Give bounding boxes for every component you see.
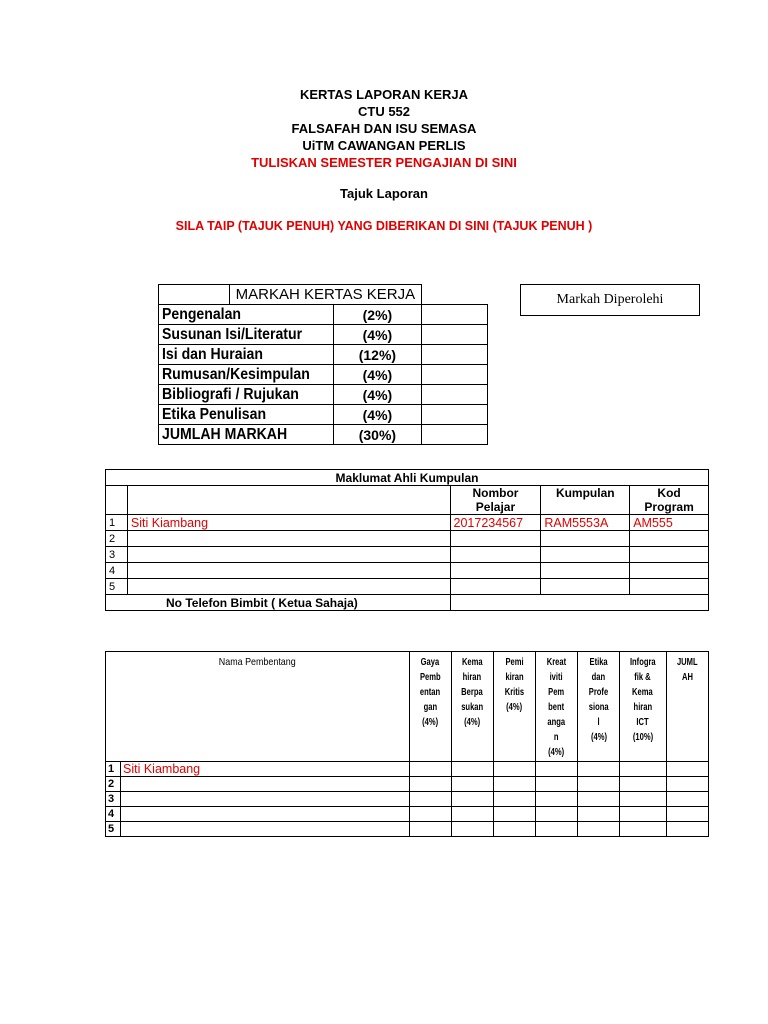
pembentang-row-name[interactable] (121, 822, 410, 837)
pembentang-row (106, 777, 709, 792)
score-cell[interactable] (536, 807, 578, 822)
markah-score-cell[interactable] (421, 325, 487, 345)
ahli-row-name[interactable] (127, 563, 450, 579)
score-cell[interactable] (578, 822, 620, 837)
header-line-course-code: CTU 552 (357, 104, 411, 119)
header-word: bent (548, 701, 565, 713)
ahli-row-name[interactable] (127, 547, 450, 563)
score-cell[interactable] (667, 777, 709, 792)
score-cell[interactable] (620, 822, 667, 837)
score-cell[interactable] (620, 807, 667, 822)
score-cell[interactable] (494, 762, 536, 777)
header-word: anga (547, 716, 566, 728)
score-cell[interactable] (410, 822, 452, 837)
header-word: Profe (588, 686, 609, 698)
header-word: Etika (589, 656, 608, 668)
score-cell[interactable] (494, 792, 536, 807)
pembentang-header-gaya (410, 652, 452, 762)
markah-title-blank (159, 285, 230, 305)
markah-score-cell[interactable] (421, 405, 487, 425)
pembentang-row-name[interactable] (121, 807, 410, 822)
header-word: (4%) (590, 731, 607, 743)
ahli-row-no: 3 (106, 547, 128, 563)
ahli-row-nombor[interactable]: 2017234567 (450, 515, 541, 531)
pembentang-table (105, 651, 709, 837)
ahli-row-no: 1 (106, 515, 128, 531)
markah-label: Etika Penulisan (162, 405, 267, 423)
ahli-row-kod[interactable] (630, 563, 709, 579)
markah-label-cell (159, 345, 334, 365)
pembentang-row-no: 5 (106, 822, 121, 837)
ahli-title: Maklumat Ahli Kumpulan (106, 470, 709, 486)
ahli-row-nombor[interactable] (450, 579, 541, 595)
ahli-row (106, 563, 709, 579)
ahli-row-nombor[interactable] (450, 531, 541, 547)
ahli-row-no: 2 (106, 531, 128, 547)
score-cell[interactable] (452, 762, 494, 777)
score-cell[interactable] (452, 777, 494, 792)
ahli-row-kumpulan[interactable] (541, 579, 630, 595)
header-word: Pem (548, 686, 565, 698)
score-cell[interactable] (410, 762, 452, 777)
header-word: (10%) (632, 731, 654, 743)
header-word: Pemi (505, 656, 524, 668)
markah-label: Rumusan/Kesimpulan (162, 365, 310, 383)
header-word: sukan (461, 701, 484, 713)
pembentang-header-kreativiti (536, 652, 578, 762)
telefon-value[interactable] (450, 595, 708, 611)
score-cell[interactable] (667, 792, 709, 807)
markah-row (159, 305, 488, 325)
header-word: gan (423, 701, 438, 713)
score-cell[interactable] (536, 762, 578, 777)
header-word: AH (682, 671, 693, 683)
ahli-row-kod[interactable]: AM555 (630, 515, 709, 531)
score-cell[interactable] (620, 792, 667, 807)
markah-total-score-cell[interactable] (421, 425, 487, 445)
markah-label-cell (159, 365, 334, 385)
ahli-row-kumpulan[interactable]: RAM5553A (541, 515, 630, 531)
telefon-label: No Telefon Bimbit ( Ketua Sahaja) (106, 595, 451, 611)
score-cell[interactable] (578, 807, 620, 822)
semester-note: TULISKAN SEMESTER PENGAJIAN DI SINI (251, 155, 517, 170)
score-cell[interactable] (410, 792, 452, 807)
score-cell[interactable] (410, 807, 452, 822)
ahli-header-no (106, 486, 128, 515)
score-cell[interactable] (452, 792, 494, 807)
ahli-header-name (127, 486, 450, 515)
markah-pct: (4%) (334, 325, 422, 345)
ahli-row-kod[interactable] (630, 579, 709, 595)
pembentang-header-name (106, 652, 410, 762)
pembentang-row-no: 1 (106, 762, 121, 777)
ahli-row-kumpulan[interactable] (541, 547, 630, 563)
pembentang-row-name[interactable] (121, 792, 410, 807)
ahli-row-nombor[interactable] (450, 547, 541, 563)
pembentang-header-kemahiran (452, 652, 494, 762)
header-word: Pemb (420, 671, 441, 683)
score-cell[interactable] (578, 792, 620, 807)
score-cell[interactable] (494, 822, 536, 837)
markah-label: Isi dan Huraian (162, 345, 263, 363)
score-cell[interactable] (536, 777, 578, 792)
markah-label-cell (159, 305, 334, 325)
pembentang-row-no: 2 (106, 777, 121, 792)
markah-pct: (4%) (334, 405, 422, 425)
markah-row (159, 385, 488, 405)
score-cell[interactable] (494, 777, 536, 792)
pembentang-row (106, 762, 709, 777)
score-cell[interactable] (536, 822, 578, 837)
markah-label: Pengenalan (162, 305, 242, 323)
pembentang-row (106, 792, 709, 807)
ahli-header-nombor: Nombor Pelajar (450, 486, 541, 515)
markah-label: Bibliografi / Rujukan (162, 385, 299, 403)
ahli-row (106, 531, 709, 547)
markah-row (159, 345, 488, 365)
markah-pct: (4%) (334, 365, 422, 385)
ahli-row (106, 515, 709, 531)
header-word: (4%) (464, 716, 481, 728)
ahli-row-name[interactable] (127, 531, 450, 547)
markah-pct: (2%) (334, 305, 422, 325)
header-word: (4%) (506, 701, 523, 713)
ahli-row-nombor[interactable] (450, 563, 541, 579)
header-word: entan (420, 686, 441, 698)
header-word: l (597, 716, 600, 728)
pembentang-header-pemikiran (494, 652, 536, 762)
markah-label-cell (159, 425, 334, 445)
header-word: (4%) (548, 746, 565, 758)
pembentang-header-etika (578, 652, 620, 762)
ahli-row-no: 5 (106, 579, 128, 595)
header-word: siona (588, 701, 609, 713)
ahli-row-name[interactable] (127, 579, 450, 595)
header-word: Gaya (421, 656, 440, 668)
ahli-header-kumpulan: Kumpulan (541, 486, 630, 515)
header-word: (4%) (422, 716, 439, 728)
score-cell[interactable] (578, 777, 620, 792)
pembentang-header-name-text: Nama Pembentang (219, 656, 296, 668)
pembentang-row-name[interactable] (121, 777, 410, 792)
pembentang-row (106, 807, 709, 822)
score-cell[interactable] (410, 777, 452, 792)
pembentang-header-jumlah (667, 652, 709, 762)
ahli-row-kod[interactable] (630, 531, 709, 547)
ahli-row (106, 547, 709, 563)
markah-row (159, 365, 488, 385)
markah-label-cell (159, 405, 334, 425)
header-word: hiran (633, 701, 653, 713)
pembentang-header-infografik (620, 652, 667, 762)
header-word: fik & (634, 671, 652, 683)
ahli-row-kod[interactable] (630, 547, 709, 563)
tajuk-label: Tajuk Laporan (340, 186, 428, 201)
score-cell[interactable] (667, 807, 709, 822)
markah-score-cell[interactable] (421, 305, 487, 325)
header-line-campus: UiTM CAWANGAN PERLIS (302, 138, 466, 153)
markah-label-cell (159, 325, 334, 345)
ahli-row-kumpulan[interactable] (541, 531, 630, 547)
header-word: iviti (549, 671, 564, 683)
ahli-row-name[interactable]: Siti Kiambang (127, 515, 450, 531)
tajuk-instruction: SILA TAIP (TAJUK PENUH) YANG DIBERIKAN DI SINI (TAJUK PENUH ) (175, 219, 593, 233)
header-word: Berpa (461, 686, 484, 698)
score-cell[interactable] (452, 807, 494, 822)
markah-title: MARKAH KERTAS KERJA (230, 285, 422, 305)
score-cell[interactable] (620, 777, 667, 792)
score-cell[interactable] (536, 792, 578, 807)
markah-row (159, 325, 488, 345)
header-word: Infogra (630, 656, 656, 668)
score-cell[interactable] (667, 822, 709, 837)
ahli-header-kod: Kod Program (630, 486, 709, 515)
ahli-row-kumpulan[interactable] (541, 563, 630, 579)
header-word: Kreat (546, 656, 567, 668)
markah-pct: (4%) (334, 385, 422, 405)
markah-score-cell[interactable] (421, 365, 487, 385)
markah-score-cell[interactable] (421, 345, 487, 365)
pembentang-row-name[interactable]: Siti Kiambang (121, 762, 410, 777)
header-word: JUML (677, 656, 698, 668)
score-cell[interactable] (494, 807, 536, 822)
pembentang-row (106, 822, 709, 837)
markah-label: Susunan Isi/Literatur (162, 325, 303, 343)
header-line-title: KERTAS LAPORAN KERJA (299, 87, 469, 102)
markah-total-pct: (30%) (334, 425, 422, 445)
pembentang-row-no: 3 (106, 792, 121, 807)
header-word: Kema (632, 686, 654, 698)
header-line-course-name: FALSAFAH DAN ISU SEMASA (291, 121, 477, 136)
header-word: ICT (636, 716, 650, 728)
markah-score-cell[interactable] (421, 385, 487, 405)
ahli-kumpulan-table (105, 469, 709, 611)
markah-row (159, 405, 488, 425)
score-cell[interactable] (452, 822, 494, 837)
ahli-row (106, 579, 709, 595)
document-header (0, 86, 768, 171)
markah-pct: (12%) (334, 345, 422, 365)
score-cell[interactable] (620, 762, 667, 777)
ahli-row-no: 4 (106, 563, 128, 579)
header-word: kiran (505, 671, 524, 683)
markah-diperolehi-box[interactable]: Markah Diperolehi (520, 284, 700, 316)
header-word: Kema (462, 656, 483, 668)
markah-label-cell (159, 385, 334, 405)
pembentang-row-no: 4 (106, 807, 121, 822)
score-cell[interactable] (667, 762, 709, 777)
header-word: dan (591, 671, 606, 683)
header-word: Kritis (504, 686, 525, 698)
header-word: hiran (463, 671, 482, 683)
markah-total-label: JUMLAH MARKAH (162, 425, 288, 443)
markah-table (158, 284, 488, 445)
score-cell[interactable] (578, 762, 620, 777)
header-word: n (554, 731, 559, 743)
markah-total-row (159, 425, 488, 445)
